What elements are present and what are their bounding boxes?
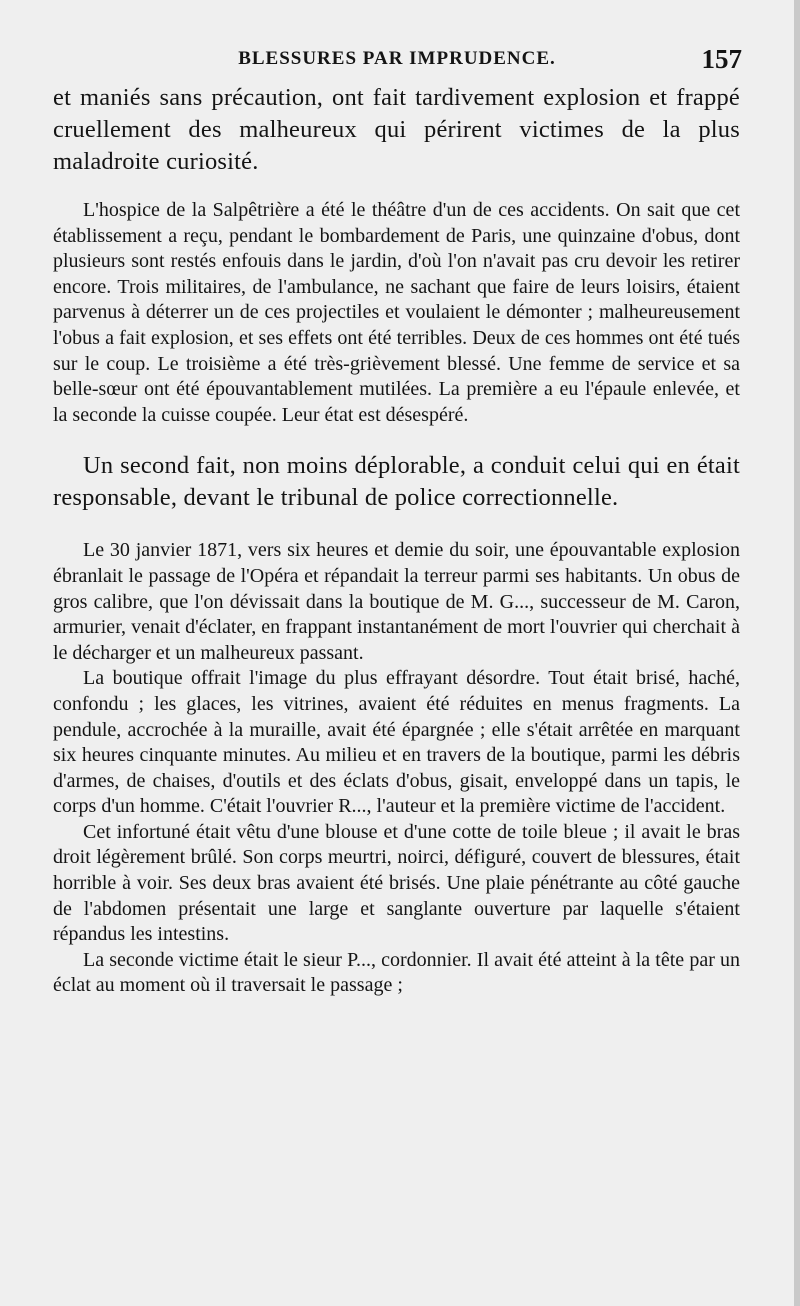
page-number: 157 xyxy=(701,44,742,74)
paragraph-second-victim: La seconde victime était le sieur P..., cordonnier. Il avait été atteint à la tête par un éclat au moment où il traversait le passage ; xyxy=(53,948,740,997)
paragraph-continuation: et maniés sans précaution, ont fait tardivement explosion et frappé cruellement des malheureux qui périrent victimes de la plus maladroite curiosité. xyxy=(53,84,740,175)
paragraph-first-victim: Cet infortuné était vêtu d'une blouse et d'une cotte de toile bleue ; il avait le bras droit légèrement brûlé. Son corps meurtri, noirci, défiguré, couvert de blessures, était horrible à voir. Ses deux bras avaient été brisés. Une plaie pénétrante au côté gauche de l'abdomen présentait une large et sanglante ouverture par laquelle s'étaient répandus les intestins. xyxy=(53,820,740,946)
page-edge-shadow xyxy=(794,0,800,1306)
page-body xyxy=(53,82,740,999)
paragraph-shop-disorder: La boutique offrait l'image du plus effrayant désordre. Tout était brisé, haché, confondu ; les glaces, les vitrines, avaient été réduites en menus fragments. La pendule, accrochée à la muraille, avait été épargnée ; elle s'était arrêtée en marquant six heures cinquante minutes. Au milieu et en travers de la boutique, parmi les débris d'armes, de chaises, d'outils et des éclats d'obus, gisait, enveloppé dans un tapis, le corps d'un homme. C'était l'ouvrier R..., l'auteur et la première victime de l'accident. xyxy=(53,667,740,818)
paragraph-salpetriere: L'hospice de la Salpêtrière a été le théâtre d'un de ces accidents. On sait que cet établissement a reçu, pendant le bombardement de Paris, une quinzaine d'obus, dont plusieurs sont restés enfouis dans le jardin, d'où l'on n'avait pas cru devoir les retirer encore. Trois militaires, de l'ambulance, ne sachant que faire de leurs loisirs, étaient parvenus à déterrer un de ces projectiles et voulaient le démonter ; malheureusement l'obus a fait explosion, et ses effets ont été terribles. Deux de ces hommes ont été tués sur le coup. Le troisième a été très-grièvement blessé. Une femme de service et sa belle-sœur ont été épouvantablement mutilées. La première a eu l'épaule enlevée, et la seconde la cuisse coupée. Leur état est désespéré. xyxy=(53,199,740,426)
running-head: BLESSURES PAR IMPRUDENCE. xyxy=(238,48,556,69)
paragraph-second-fact: Un second fait, non moins déplorable, a conduit celui qui en était responsable, devant le tribunal de police correctionnelle. xyxy=(53,452,740,512)
paragraph-opera-explosion: Le 30 janvier 1871, vers six heures et demie du soir, une épouvantable explosion ébranlait le passage de l'Opéra et répandait la terreur parmi ses habitants. Un obus de gros calibre, que l'on dévissait dans la boutique de M. G..., successeur de M. Caron, armurier, venait d'éclater, en frappant instantanément de mort l'ouvrier qui cherchait à le décharger et un malheureux passant. xyxy=(53,539,740,664)
page-header xyxy=(52,42,742,76)
